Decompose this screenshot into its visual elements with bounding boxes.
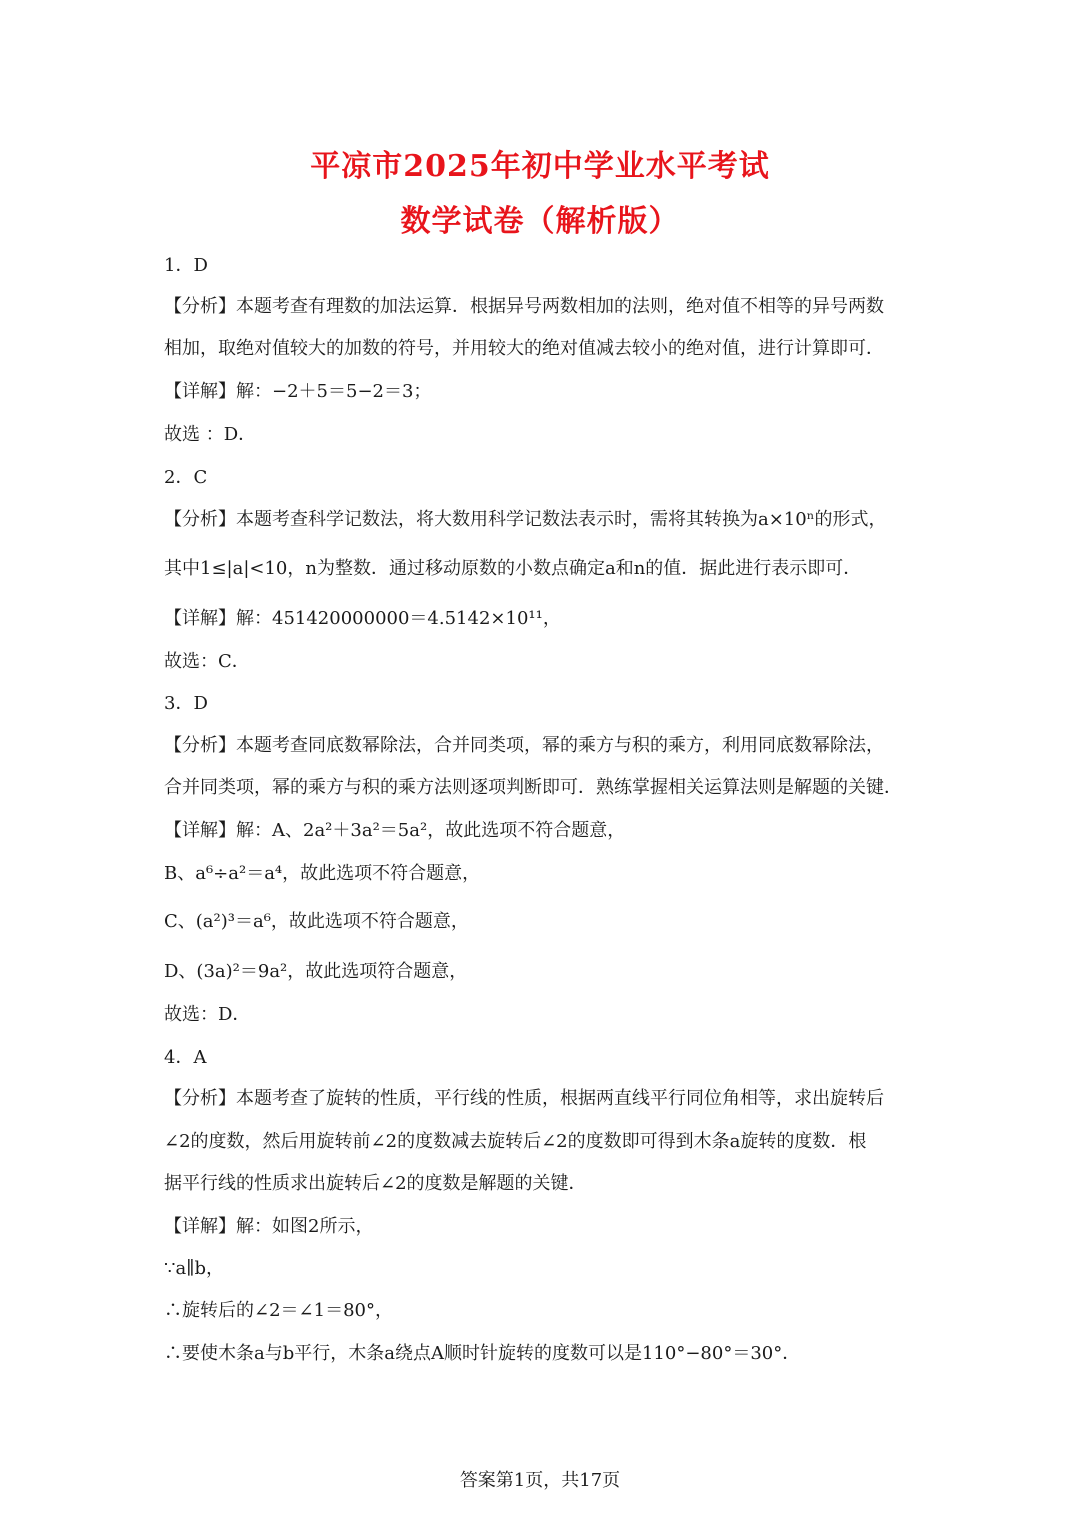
text-line: 【详解】解：A、2a²＋3a²＝5a²，故此选项不符合题意， bbox=[164, 820, 626, 841]
text-line: ∵a∥b， bbox=[164, 1258, 225, 1279]
text-line: 1．D bbox=[164, 255, 208, 276]
text-line: 故选：C． bbox=[164, 651, 250, 672]
text-line: ∴要使木条a与b平行，木条a绕点A顺时针旋转的度数可以是110°−80°＝30°． bbox=[164, 1343, 801, 1364]
text-line: 【分析】本题考查有理数的加法运算．根据异号两数相加的法则，绝对值不相等的异号两数 bbox=[164, 296, 884, 317]
text-line: 【详解】解：−2＋5＝5−2＝3； bbox=[164, 381, 432, 402]
text-line: 故选 ：D． bbox=[164, 424, 257, 445]
text-line: 【详解】解：451420000000＝4.5142×10¹¹， bbox=[164, 608, 561, 629]
text-line: ∠2的度数，然后用旋转前∠2的度数减去旋转后∠2的度数即可得到木条a旋转的度数．根 bbox=[164, 1131, 867, 1152]
page-subtitle: 数学试卷（解析版） bbox=[400, 204, 680, 239]
text-line: D、(3a)²＝9a²，故此选项符合题意， bbox=[164, 961, 468, 982]
text-line: 其中1≤|a|<10，n为整数．通过移动原数的小数点确定a和n的值．据此进行表示即可． bbox=[164, 558, 862, 579]
text-line: 2．C bbox=[164, 467, 208, 488]
text-line: 故选：D． bbox=[164, 1004, 251, 1025]
text-line: ∴旋转后的∠2＝∠1＝80°， bbox=[164, 1300, 393, 1321]
text-line: 4．A bbox=[164, 1047, 207, 1068]
page-footer: 答案第1页，共17页 bbox=[459, 1470, 621, 1491]
text-line: 【分析】本题考查同底数幂除法，合并同类项，幂的乘方与积的乘方，利用同底数幂除法， bbox=[164, 735, 884, 756]
text-line: 据平行线的性质求出旋转后∠2的度数是解题的关键． bbox=[164, 1173, 587, 1194]
text-line: 相加，取绝对值较大的加数的符号，并用较大的绝对值减去较小的绝对值，进行计算即可． bbox=[164, 338, 884, 359]
text-line: 【详解】解：如图2所示， bbox=[164, 1216, 374, 1237]
text-line: 合并同类项，幂的乘方与积的乘方法则逐项判断即可．熟练掌握相关运算法则是解题的关键． bbox=[164, 777, 902, 798]
text-line: 3．D bbox=[164, 693, 208, 714]
text-line: 【分析】本题考查科学记数法，将大数用科学记数法表示时，需将其转换为a×10ⁿ的形式， bbox=[164, 509, 887, 530]
text-line: C、(a²)³＝a⁶，故此选项不符合题意， bbox=[164, 911, 469, 932]
page-title: 平凉市2025年初中学业水平考试 bbox=[310, 149, 770, 184]
text-line: 【分析】本题考查了旋转的性质，平行线的性质，根据两直线平行同位角相等，求出旋转后 bbox=[164, 1088, 884, 1109]
text-line: B、a⁶÷a²＝a⁴，故此选项不符合题意， bbox=[164, 863, 481, 884]
